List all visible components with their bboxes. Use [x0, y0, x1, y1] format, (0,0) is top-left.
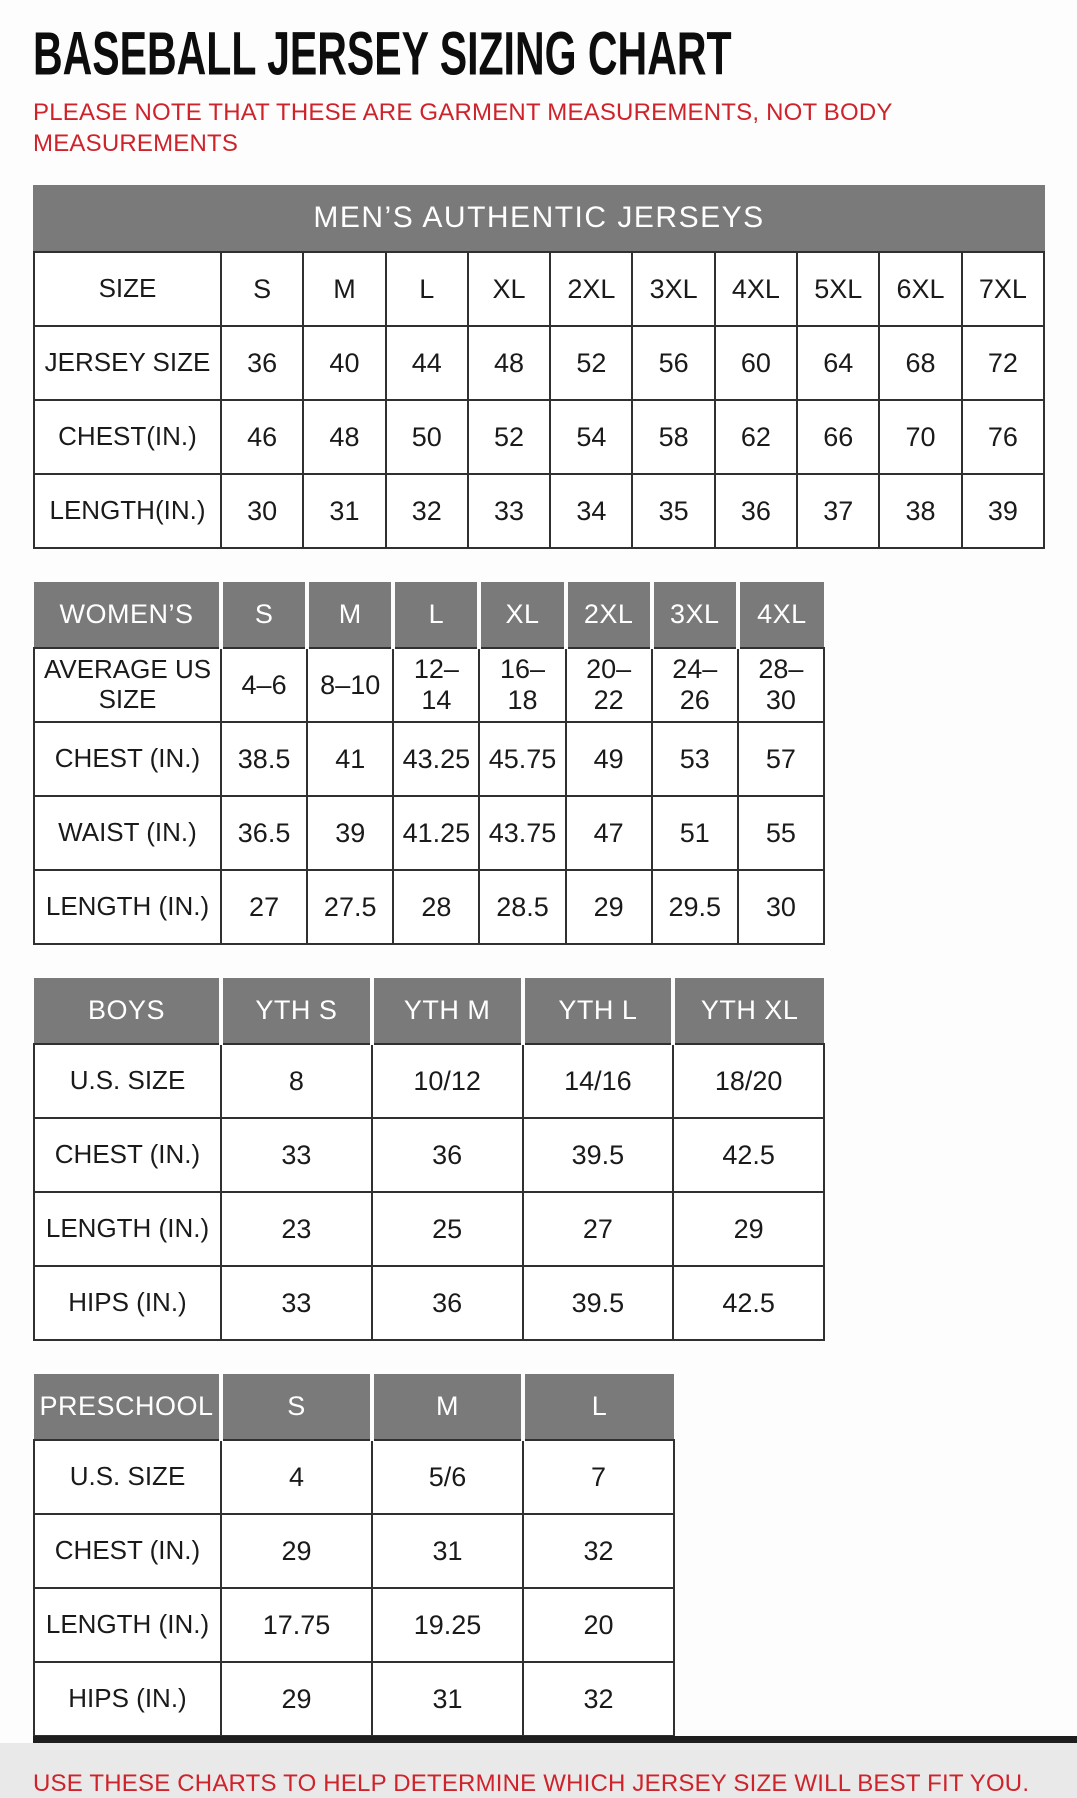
boys-cell: 42.5 — [673, 1266, 824, 1340]
womens-cell: 30 — [738, 870, 824, 944]
preschool-cell: 5/6 — [372, 1440, 523, 1514]
mens-cell: 37 — [797, 474, 879, 548]
preschool-header-cell: S — [221, 1374, 372, 1440]
preschool-cell: 32 — [523, 1514, 674, 1588]
womens-cell: 8–10 — [307, 648, 393, 722]
womens-cell: 41.25 — [393, 796, 479, 870]
boys-cell: 23 — [221, 1192, 372, 1266]
mens-cell: 34 — [550, 474, 632, 548]
womens-cell: 24–26 — [652, 648, 738, 722]
preschool-row — [34, 1440, 674, 1514]
womens-cell: 20–22 — [566, 648, 652, 722]
preschool-row-label: U.S. SIZE — [34, 1440, 221, 1514]
mens-cell: 64 — [797, 326, 879, 400]
mens-row — [34, 400, 1044, 474]
preschool-cell: 17.75 — [221, 1588, 372, 1662]
mens-cell: 39 — [962, 474, 1044, 548]
preschool-row — [34, 1588, 674, 1662]
womens-header-cell: L — [393, 582, 479, 648]
boys-cell: 14/16 — [523, 1044, 674, 1118]
womens-header-cell: 4XL — [738, 582, 824, 648]
mens-cell: 60 — [715, 326, 797, 400]
womens-header-label: WOMEN’S — [34, 582, 221, 648]
mens-cell: 31 — [303, 474, 385, 548]
boys-header-row — [34, 978, 824, 1044]
mens-cell: 40 — [303, 326, 385, 400]
mens-cell: 62 — [715, 400, 797, 474]
womens-cell: 57 — [738, 722, 824, 796]
womens-header-cell: M — [307, 582, 393, 648]
boys-cell: 33 — [221, 1118, 372, 1192]
mens-row — [34, 252, 1044, 326]
mens-cell: 46 — [221, 400, 303, 474]
preschool-cell: 7 — [523, 1440, 674, 1514]
footer-note: USE THESE CHARTS TO HELP DETERMINE WHICH JERSEY SIZE WILL BEST FIT YOU. — [33, 1770, 1030, 1798]
boys-header-cell: YTH S — [221, 978, 372, 1044]
preschool-cell: 4 — [221, 1440, 372, 1514]
womens-row — [34, 870, 824, 944]
preschool-row-label: HIPS (IN.) — [34, 1662, 221, 1736]
womens-cell: 29.5 — [652, 870, 738, 944]
womens-table — [33, 582, 825, 945]
mens-table — [33, 251, 1045, 549]
boys-row-label: CHEST (IN.) — [34, 1118, 221, 1192]
mens-cell: 68 — [879, 326, 961, 400]
womens-row-label: AVERAGE US SIZE — [34, 648, 221, 722]
preschool-cell: 20 — [523, 1588, 674, 1662]
garment-measurements-note: PLEASE NOTE THAT THESE ARE GARMENT MEASUREMENTS, NOT BODY MEASUREMENTS — [33, 99, 893, 158]
mens-row — [34, 474, 1044, 548]
mens-cell: 38 — [879, 474, 961, 548]
womens-row-label: CHEST (IN.) — [34, 722, 221, 796]
boys-row — [34, 1192, 824, 1266]
boys-row — [34, 1266, 824, 1340]
mens-row-label: CHEST(IN.) — [34, 400, 221, 474]
womens-cell: 36.5 — [221, 796, 307, 870]
mens-row — [34, 326, 1044, 400]
mens-cell: 5XL — [797, 252, 879, 326]
preschool-cell: 31 — [372, 1514, 523, 1588]
womens-row — [34, 722, 824, 796]
mens-cell: 52 — [550, 326, 632, 400]
womens-cell: 43.25 — [393, 722, 479, 796]
womens-cell: 28 — [393, 870, 479, 944]
mens-cell: 35 — [632, 474, 714, 548]
womens-cell: 43.75 — [479, 796, 565, 870]
page-title: BASEBALL JERSEY SIZING CHART — [33, 19, 732, 89]
womens-header-cell: 3XL — [652, 582, 738, 648]
mens-cell: 58 — [632, 400, 714, 474]
mens-cell: 36 — [715, 474, 797, 548]
mens-cell: 32 — [386, 474, 468, 548]
mens-cell: 33 — [468, 474, 550, 548]
mens-cell: 50 — [386, 400, 468, 474]
boys-row — [34, 1118, 824, 1192]
boys-cell: 10/12 — [372, 1044, 523, 1118]
preschool-row — [34, 1662, 674, 1736]
mens-cell: L — [386, 252, 468, 326]
womens-cell: 39 — [307, 796, 393, 870]
mens-cell: M — [303, 252, 385, 326]
boys-cell: 8 — [221, 1044, 372, 1118]
boys-cell: 42.5 — [673, 1118, 824, 1192]
boys-cell: 36 — [372, 1118, 523, 1192]
womens-header-cell: S — [221, 582, 307, 648]
womens-cell: 29 — [566, 870, 652, 944]
boys-header-cell: YTH L — [523, 978, 674, 1044]
preschool-cell: 29 — [221, 1514, 372, 1588]
womens-cell: 28–30 — [738, 648, 824, 722]
preschool-header-label: PRESCHOOL — [34, 1374, 221, 1440]
mens-row-label: LENGTH(IN.) — [34, 474, 221, 548]
mens-cell: 3XL — [632, 252, 714, 326]
boys-row — [34, 1044, 824, 1118]
preschool-row-label: CHEST (IN.) — [34, 1514, 221, 1588]
womens-cell: 49 — [566, 722, 652, 796]
womens-cell: 38.5 — [221, 722, 307, 796]
boys-cell: 39.5 — [523, 1118, 674, 1192]
boys-cell: 33 — [221, 1266, 372, 1340]
mens-row-label: JERSEY SIZE — [34, 326, 221, 400]
womens-cell: 28.5 — [479, 870, 565, 944]
womens-row — [34, 648, 824, 722]
mens-cell: 36 — [221, 326, 303, 400]
womens-cell: 55 — [738, 796, 824, 870]
womens-cell: 27.5 — [307, 870, 393, 944]
mens-cell: 72 — [962, 326, 1044, 400]
womens-cell: 27 — [221, 870, 307, 944]
womens-row-label: LENGTH (IN.) — [34, 870, 221, 944]
boys-row-label: U.S. SIZE — [34, 1044, 221, 1118]
preschool-cell: 31 — [372, 1662, 523, 1736]
mens-cell: XL — [468, 252, 550, 326]
boys-header-cell: YTH XL — [673, 978, 824, 1044]
mens-cell: 7XL — [962, 252, 1044, 326]
preschool-cell: 29 — [221, 1662, 372, 1736]
preschool-table — [33, 1374, 675, 1737]
mens-cell: 44 — [386, 326, 468, 400]
mens-cell: 56 — [632, 326, 714, 400]
womens-cell: 47 — [566, 796, 652, 870]
preschool-header-cell: M — [372, 1374, 523, 1440]
womens-cell: 4–6 — [221, 648, 307, 722]
preschool-cell: 19.25 — [372, 1588, 523, 1662]
boys-cell: 27 — [523, 1192, 674, 1266]
boys-cell: 36 — [372, 1266, 523, 1340]
mens-cell: 70 — [879, 400, 961, 474]
womens-cell: 53 — [652, 722, 738, 796]
womens-cell: 41 — [307, 722, 393, 796]
boys-cell: 29 — [673, 1192, 824, 1266]
boys-row-label: LENGTH (IN.) — [34, 1192, 221, 1266]
preschool-row-label: LENGTH (IN.) — [34, 1588, 221, 1662]
mens-cell: 30 — [221, 474, 303, 548]
womens-cell: 51 — [652, 796, 738, 870]
womens-row — [34, 796, 824, 870]
mens-cell: 48 — [303, 400, 385, 474]
mens-cell: 66 — [797, 400, 879, 474]
preschool-row — [34, 1514, 674, 1588]
mens-cell: 52 — [468, 400, 550, 474]
womens-header-cell: 2XL — [566, 582, 652, 648]
mens-row-label: SIZE — [34, 252, 221, 326]
mens-cell: S — [221, 252, 303, 326]
preschool-cell: 32 — [523, 1662, 674, 1736]
mens-cell: 76 — [962, 400, 1044, 474]
mens-cell: 6XL — [879, 252, 961, 326]
womens-header-row — [34, 582, 824, 648]
boys-row-label: HIPS (IN.) — [34, 1266, 221, 1340]
preschool-header-cell: L — [523, 1374, 674, 1440]
womens-cell: 45.75 — [479, 722, 565, 796]
boys-cell: 39.5 — [523, 1266, 674, 1340]
boys-section — [33, 978, 1077, 1341]
boys-header-label: BOYS — [34, 978, 221, 1044]
mens-section — [33, 185, 1077, 549]
preschool-header-row — [34, 1374, 674, 1440]
preschool-section — [33, 1374, 1077, 1737]
womens-section — [33, 582, 1077, 945]
boys-cell: 18/20 — [673, 1044, 824, 1118]
mens-cell: 54 — [550, 400, 632, 474]
mens-cell: 4XL — [715, 252, 797, 326]
womens-cell: 12–14 — [393, 648, 479, 722]
boys-cell: 25 — [372, 1192, 523, 1266]
boys-header-cell: YTH M — [372, 978, 523, 1044]
mens-cell: 48 — [468, 326, 550, 400]
bottom-edge-strip — [33, 1736, 1077, 1743]
mens-cell: 2XL — [550, 252, 632, 326]
womens-header-cell: XL — [479, 582, 565, 648]
mens-banner: MEN’S AUTHENTIC JERSEYS — [33, 185, 1045, 251]
womens-row-label: WAIST (IN.) — [34, 796, 221, 870]
womens-cell: 16–18 — [479, 648, 565, 722]
boys-table — [33, 978, 825, 1341]
